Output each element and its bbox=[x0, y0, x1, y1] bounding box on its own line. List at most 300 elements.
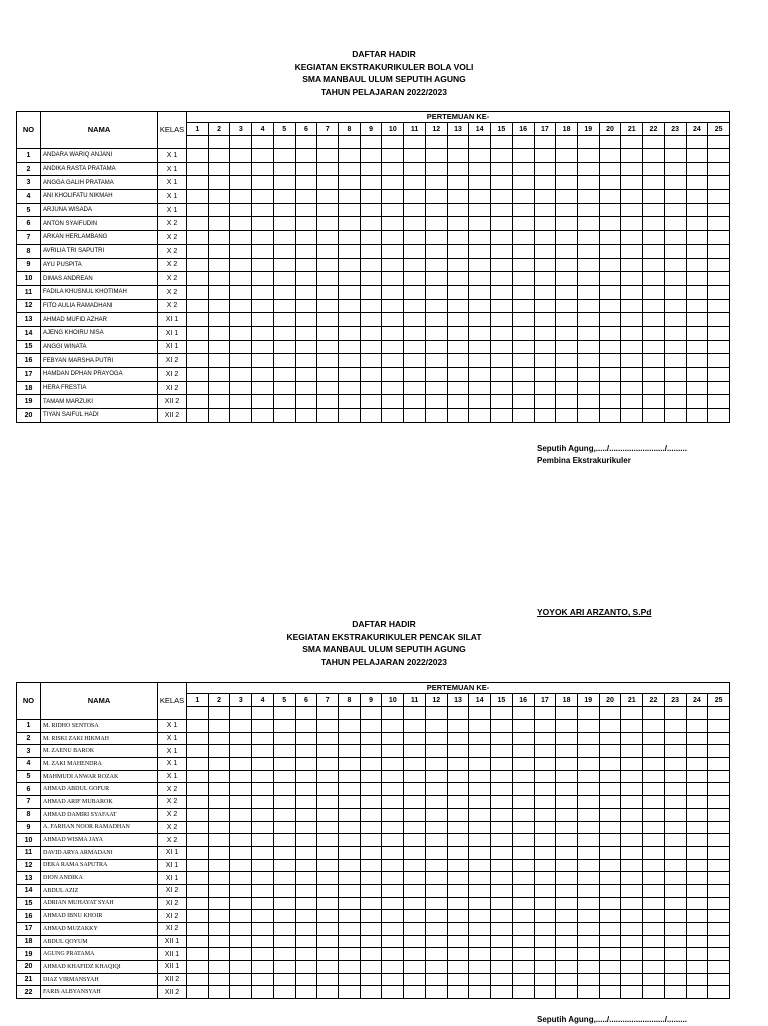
attendance-cell[interactable] bbox=[708, 872, 730, 885]
attendance-cell[interactable] bbox=[534, 859, 556, 872]
attendance-cell[interactable] bbox=[686, 973, 708, 986]
attendance-cell[interactable] bbox=[708, 354, 730, 368]
attendance-cell[interactable] bbox=[273, 758, 295, 771]
attendance-cell[interactable] bbox=[252, 217, 274, 231]
attendance-cell[interactable] bbox=[556, 872, 578, 885]
attendance-cell[interactable] bbox=[491, 872, 513, 885]
attendance-cell[interactable] bbox=[360, 162, 382, 176]
attendance-cell[interactable] bbox=[664, 884, 686, 897]
attendance-cell[interactable] bbox=[425, 846, 447, 859]
attendance-cell[interactable] bbox=[556, 961, 578, 974]
attendance-cell[interactable] bbox=[252, 834, 274, 847]
attendance-cell[interactable] bbox=[295, 821, 317, 834]
attendance-cell[interactable] bbox=[643, 340, 665, 354]
attendance-cell[interactable] bbox=[425, 897, 447, 910]
attendance-cell[interactable] bbox=[512, 770, 534, 783]
attendance-cell[interactable] bbox=[621, 162, 643, 176]
attendance-cell[interactable] bbox=[360, 258, 382, 272]
attendance-cell[interactable] bbox=[382, 745, 404, 758]
attendance-cell[interactable] bbox=[230, 986, 252, 999]
attendance-cell[interactable] bbox=[230, 395, 252, 409]
attendance-cell[interactable] bbox=[295, 872, 317, 885]
attendance-cell[interactable] bbox=[708, 149, 730, 163]
attendance-cell[interactable] bbox=[230, 203, 252, 217]
attendance-cell[interactable] bbox=[664, 783, 686, 796]
attendance-cell[interactable] bbox=[339, 409, 361, 423]
attendance-cell[interactable] bbox=[317, 745, 339, 758]
attendance-cell[interactable] bbox=[577, 313, 599, 327]
attendance-cell[interactable] bbox=[577, 758, 599, 771]
attendance-cell[interactable] bbox=[664, 948, 686, 961]
attendance-cell[interactable] bbox=[469, 381, 491, 395]
attendance-cell[interactable] bbox=[708, 834, 730, 847]
attendance-cell[interactable] bbox=[708, 935, 730, 948]
attendance-cell[interactable] bbox=[686, 340, 708, 354]
attendance-cell[interactable] bbox=[382, 872, 404, 885]
attendance-cell[interactable] bbox=[621, 326, 643, 340]
attendance-cell[interactable] bbox=[599, 986, 621, 999]
attendance-cell[interactable] bbox=[534, 796, 556, 809]
attendance-cell[interactable] bbox=[643, 935, 665, 948]
attendance-cell[interactable] bbox=[621, 745, 643, 758]
attendance-cell[interactable] bbox=[643, 834, 665, 847]
attendance-cell[interactable] bbox=[273, 948, 295, 961]
attendance-cell[interactable] bbox=[556, 745, 578, 758]
attendance-cell[interactable] bbox=[556, 808, 578, 821]
attendance-cell[interactable] bbox=[317, 961, 339, 974]
attendance-cell[interactable] bbox=[273, 395, 295, 409]
attendance-cell[interactable] bbox=[382, 935, 404, 948]
attendance-cell[interactable] bbox=[491, 190, 513, 204]
attendance-cell[interactable] bbox=[295, 368, 317, 382]
attendance-cell[interactable] bbox=[577, 808, 599, 821]
attendance-cell[interactable] bbox=[621, 796, 643, 809]
attendance-cell[interactable] bbox=[534, 846, 556, 859]
attendance-cell[interactable] bbox=[425, 859, 447, 872]
attendance-cell[interactable] bbox=[686, 834, 708, 847]
attendance-cell[interactable] bbox=[534, 783, 556, 796]
attendance-cell[interactable] bbox=[577, 203, 599, 217]
attendance-cell[interactable] bbox=[447, 732, 469, 745]
attendance-cell[interactable] bbox=[404, 395, 426, 409]
attendance-cell[interactable] bbox=[208, 272, 230, 286]
attendance-cell[interactable] bbox=[491, 313, 513, 327]
attendance-cell[interactable] bbox=[469, 808, 491, 821]
attendance-cell[interactable] bbox=[360, 244, 382, 258]
attendance-cell[interactable] bbox=[382, 409, 404, 423]
attendance-cell[interactable] bbox=[664, 923, 686, 936]
attendance-cell[interactable] bbox=[425, 409, 447, 423]
attendance-cell[interactable] bbox=[404, 258, 426, 272]
attendance-cell[interactable] bbox=[686, 203, 708, 217]
attendance-cell[interactable] bbox=[295, 846, 317, 859]
attendance-cell[interactable] bbox=[447, 258, 469, 272]
attendance-cell[interactable] bbox=[643, 326, 665, 340]
attendance-cell[interactable] bbox=[360, 884, 382, 897]
attendance-cell[interactable] bbox=[599, 258, 621, 272]
attendance-cell[interactable] bbox=[621, 783, 643, 796]
attendance-cell[interactable] bbox=[404, 162, 426, 176]
attendance-cell[interactable] bbox=[230, 796, 252, 809]
attendance-cell[interactable] bbox=[599, 162, 621, 176]
attendance-cell[interactable] bbox=[360, 808, 382, 821]
attendance-cell[interactable] bbox=[404, 796, 426, 809]
attendance-cell[interactable] bbox=[577, 783, 599, 796]
attendance-cell[interactable] bbox=[512, 720, 534, 733]
attendance-cell[interactable] bbox=[599, 770, 621, 783]
attendance-cell[interactable] bbox=[599, 745, 621, 758]
attendance-cell[interactable] bbox=[447, 203, 469, 217]
attendance-cell[interactable] bbox=[317, 190, 339, 204]
attendance-cell[interactable] bbox=[339, 340, 361, 354]
attendance-cell[interactable] bbox=[360, 834, 382, 847]
attendance-cell[interactable] bbox=[273, 783, 295, 796]
attendance-cell[interactable] bbox=[252, 162, 274, 176]
attendance-cell[interactable] bbox=[708, 203, 730, 217]
attendance-cell[interactable] bbox=[469, 732, 491, 745]
attendance-cell[interactable] bbox=[599, 783, 621, 796]
attendance-cell[interactable] bbox=[404, 272, 426, 286]
attendance-cell[interactable] bbox=[360, 368, 382, 382]
attendance-cell[interactable] bbox=[556, 948, 578, 961]
attendance-cell[interactable] bbox=[447, 190, 469, 204]
attendance-cell[interactable] bbox=[577, 299, 599, 313]
attendance-cell[interactable] bbox=[295, 176, 317, 190]
attendance-cell[interactable] bbox=[230, 244, 252, 258]
attendance-cell[interactable] bbox=[230, 846, 252, 859]
attendance-cell[interactable] bbox=[491, 859, 513, 872]
attendance-cell[interactable] bbox=[295, 217, 317, 231]
attendance-cell[interactable] bbox=[425, 313, 447, 327]
attendance-cell[interactable] bbox=[404, 897, 426, 910]
attendance-cell[interactable] bbox=[491, 299, 513, 313]
attendance-cell[interactable] bbox=[360, 783, 382, 796]
attendance-cell[interactable] bbox=[534, 770, 556, 783]
attendance-cell[interactable] bbox=[360, 409, 382, 423]
attendance-cell[interactable] bbox=[187, 859, 209, 872]
attendance-cell[interactable] bbox=[208, 935, 230, 948]
attendance-cell[interactable] bbox=[230, 190, 252, 204]
attendance-cell[interactable] bbox=[404, 299, 426, 313]
attendance-cell[interactable] bbox=[252, 244, 274, 258]
attendance-cell[interactable] bbox=[273, 935, 295, 948]
attendance-cell[interactable] bbox=[252, 986, 274, 999]
attendance-cell[interactable] bbox=[187, 897, 209, 910]
attendance-cell[interactable] bbox=[447, 846, 469, 859]
attendance-cell[interactable] bbox=[664, 834, 686, 847]
attendance-cell[interactable] bbox=[447, 745, 469, 758]
attendance-cell[interactable] bbox=[295, 884, 317, 897]
attendance-cell[interactable] bbox=[556, 231, 578, 245]
attendance-cell[interactable] bbox=[208, 381, 230, 395]
attendance-cell[interactable] bbox=[230, 783, 252, 796]
attendance-cell[interactable] bbox=[273, 973, 295, 986]
attendance-cell[interactable] bbox=[556, 821, 578, 834]
attendance-cell[interactable] bbox=[339, 299, 361, 313]
attendance-cell[interactable] bbox=[187, 313, 209, 327]
attendance-cell[interactable] bbox=[252, 770, 274, 783]
attendance-cell[interactable] bbox=[295, 758, 317, 771]
attendance-cell[interactable] bbox=[599, 217, 621, 231]
attendance-cell[interactable] bbox=[317, 796, 339, 809]
attendance-cell[interactable] bbox=[686, 872, 708, 885]
attendance-cell[interactable] bbox=[621, 923, 643, 936]
attendance-cell[interactable] bbox=[339, 961, 361, 974]
attendance-cell[interactable] bbox=[425, 244, 447, 258]
attendance-cell[interactable] bbox=[295, 244, 317, 258]
attendance-cell[interactable] bbox=[317, 272, 339, 286]
attendance-cell[interactable] bbox=[621, 834, 643, 847]
attendance-cell[interactable] bbox=[686, 299, 708, 313]
attendance-cell[interactable] bbox=[447, 149, 469, 163]
attendance-cell[interactable] bbox=[491, 340, 513, 354]
attendance-cell[interactable] bbox=[664, 313, 686, 327]
attendance-cell[interactable] bbox=[556, 258, 578, 272]
attendance-cell[interactable] bbox=[621, 176, 643, 190]
attendance-cell[interactable] bbox=[664, 217, 686, 231]
attendance-cell[interactable] bbox=[425, 923, 447, 936]
attendance-cell[interactable] bbox=[491, 381, 513, 395]
attendance-cell[interactable] bbox=[382, 846, 404, 859]
attendance-cell[interactable] bbox=[708, 732, 730, 745]
attendance-cell[interactable] bbox=[187, 720, 209, 733]
attendance-cell[interactable] bbox=[708, 217, 730, 231]
attendance-cell[interactable] bbox=[230, 313, 252, 327]
attendance-cell[interactable] bbox=[230, 808, 252, 821]
attendance-cell[interactable] bbox=[599, 859, 621, 872]
attendance-cell[interactable] bbox=[230, 368, 252, 382]
attendance-cell[interactable] bbox=[382, 313, 404, 327]
attendance-cell[interactable] bbox=[230, 872, 252, 885]
attendance-cell[interactable] bbox=[686, 821, 708, 834]
attendance-cell[interactable] bbox=[621, 846, 643, 859]
attendance-cell[interactable] bbox=[491, 149, 513, 163]
attendance-cell[interactable] bbox=[295, 897, 317, 910]
attendance-cell[interactable] bbox=[708, 272, 730, 286]
attendance-cell[interactable] bbox=[339, 732, 361, 745]
attendance-cell[interactable] bbox=[317, 409, 339, 423]
attendance-cell[interactable] bbox=[534, 732, 556, 745]
attendance-cell[interactable] bbox=[230, 299, 252, 313]
attendance-cell[interactable] bbox=[208, 217, 230, 231]
attendance-cell[interactable] bbox=[643, 732, 665, 745]
attendance-cell[interactable] bbox=[447, 409, 469, 423]
attendance-cell[interactable] bbox=[339, 872, 361, 885]
attendance-cell[interactable] bbox=[317, 758, 339, 771]
attendance-cell[interactable] bbox=[621, 948, 643, 961]
attendance-cell[interactable] bbox=[382, 732, 404, 745]
attendance-cell[interactable] bbox=[230, 884, 252, 897]
attendance-cell[interactable] bbox=[360, 986, 382, 999]
attendance-cell[interactable] bbox=[230, 149, 252, 163]
attendance-cell[interactable] bbox=[360, 935, 382, 948]
attendance-cell[interactable] bbox=[512, 354, 534, 368]
attendance-cell[interactable] bbox=[621, 340, 643, 354]
attendance-cell[interactable] bbox=[664, 162, 686, 176]
attendance-cell[interactable] bbox=[534, 272, 556, 286]
attendance-cell[interactable] bbox=[512, 796, 534, 809]
attendance-cell[interactable] bbox=[208, 821, 230, 834]
attendance-cell[interactable] bbox=[534, 285, 556, 299]
attendance-cell[interactable] bbox=[621, 354, 643, 368]
attendance-cell[interactable] bbox=[512, 313, 534, 327]
attendance-cell[interactable] bbox=[664, 935, 686, 948]
attendance-cell[interactable] bbox=[556, 176, 578, 190]
attendance-cell[interactable] bbox=[469, 258, 491, 272]
attendance-cell[interactable] bbox=[447, 834, 469, 847]
attendance-cell[interactable] bbox=[556, 859, 578, 872]
attendance-cell[interactable] bbox=[643, 948, 665, 961]
attendance-cell[interactable] bbox=[273, 162, 295, 176]
attendance-cell[interactable] bbox=[621, 368, 643, 382]
attendance-cell[interactable] bbox=[686, 285, 708, 299]
attendance-cell[interactable] bbox=[534, 720, 556, 733]
attendance-cell[interactable] bbox=[577, 846, 599, 859]
attendance-cell[interactable] bbox=[512, 732, 534, 745]
attendance-cell[interactable] bbox=[230, 961, 252, 974]
attendance-cell[interactable] bbox=[621, 244, 643, 258]
attendance-cell[interactable] bbox=[187, 910, 209, 923]
attendance-cell[interactable] bbox=[187, 272, 209, 286]
attendance-cell[interactable] bbox=[599, 395, 621, 409]
attendance-cell[interactable] bbox=[621, 285, 643, 299]
attendance-cell[interactable] bbox=[360, 176, 382, 190]
attendance-cell[interactable] bbox=[512, 395, 534, 409]
attendance-cell[interactable] bbox=[469, 313, 491, 327]
attendance-cell[interactable] bbox=[252, 299, 274, 313]
attendance-cell[interactable] bbox=[295, 190, 317, 204]
attendance-cell[interactable] bbox=[577, 770, 599, 783]
attendance-cell[interactable] bbox=[187, 961, 209, 974]
attendance-cell[interactable] bbox=[621, 897, 643, 910]
attendance-cell[interactable] bbox=[425, 973, 447, 986]
attendance-cell[interactable] bbox=[404, 859, 426, 872]
attendance-cell[interactable] bbox=[599, 808, 621, 821]
attendance-cell[interactable] bbox=[295, 986, 317, 999]
attendance-cell[interactable] bbox=[425, 395, 447, 409]
attendance-cell[interactable] bbox=[621, 758, 643, 771]
attendance-cell[interactable] bbox=[317, 923, 339, 936]
attendance-cell[interactable] bbox=[425, 190, 447, 204]
attendance-cell[interactable] bbox=[447, 872, 469, 885]
attendance-cell[interactable] bbox=[708, 770, 730, 783]
attendance-cell[interactable] bbox=[599, 285, 621, 299]
attendance-cell[interactable] bbox=[317, 720, 339, 733]
attendance-cell[interactable] bbox=[621, 884, 643, 897]
attendance-cell[interactable] bbox=[425, 720, 447, 733]
attendance-cell[interactable] bbox=[273, 884, 295, 897]
attendance-cell[interactable] bbox=[425, 258, 447, 272]
attendance-cell[interactable] bbox=[447, 326, 469, 340]
attendance-cell[interactable] bbox=[187, 732, 209, 745]
attendance-cell[interactable] bbox=[643, 923, 665, 936]
attendance-cell[interactable] bbox=[708, 973, 730, 986]
attendance-cell[interactable] bbox=[273, 897, 295, 910]
attendance-cell[interactable] bbox=[708, 258, 730, 272]
attendance-cell[interactable] bbox=[295, 948, 317, 961]
attendance-cell[interactable] bbox=[404, 720, 426, 733]
attendance-cell[interactable] bbox=[382, 354, 404, 368]
attendance-cell[interactable] bbox=[339, 162, 361, 176]
attendance-cell[interactable] bbox=[708, 821, 730, 834]
attendance-cell[interactable] bbox=[686, 409, 708, 423]
attendance-cell[interactable] bbox=[382, 340, 404, 354]
attendance-cell[interactable] bbox=[643, 203, 665, 217]
attendance-cell[interactable] bbox=[187, 299, 209, 313]
attendance-cell[interactable] bbox=[686, 846, 708, 859]
attendance-cell[interactable] bbox=[577, 872, 599, 885]
attendance-cell[interactable] bbox=[252, 395, 274, 409]
attendance-cell[interactable] bbox=[339, 381, 361, 395]
attendance-cell[interactable] bbox=[404, 808, 426, 821]
attendance-cell[interactable] bbox=[577, 340, 599, 354]
attendance-cell[interactable] bbox=[512, 217, 534, 231]
attendance-cell[interactable] bbox=[382, 203, 404, 217]
attendance-cell[interactable] bbox=[187, 285, 209, 299]
attendance-cell[interactable] bbox=[686, 770, 708, 783]
attendance-cell[interactable] bbox=[621, 986, 643, 999]
attendance-cell[interactable] bbox=[491, 783, 513, 796]
attendance-cell[interactable] bbox=[556, 190, 578, 204]
attendance-cell[interactable] bbox=[339, 923, 361, 936]
attendance-cell[interactable] bbox=[360, 948, 382, 961]
attendance-cell[interactable] bbox=[686, 745, 708, 758]
attendance-cell[interactable] bbox=[643, 961, 665, 974]
attendance-cell[interactable] bbox=[621, 203, 643, 217]
attendance-cell[interactable] bbox=[556, 313, 578, 327]
attendance-cell[interactable] bbox=[317, 948, 339, 961]
attendance-cell[interactable] bbox=[599, 244, 621, 258]
attendance-cell[interactable] bbox=[577, 272, 599, 286]
attendance-cell[interactable] bbox=[577, 231, 599, 245]
attendance-cell[interactable] bbox=[664, 272, 686, 286]
attendance-cell[interactable] bbox=[273, 299, 295, 313]
attendance-cell[interactable] bbox=[708, 783, 730, 796]
attendance-cell[interactable] bbox=[230, 162, 252, 176]
attendance-cell[interactable] bbox=[425, 948, 447, 961]
attendance-cell[interactable] bbox=[708, 745, 730, 758]
attendance-cell[interactable] bbox=[187, 162, 209, 176]
attendance-cell[interactable] bbox=[339, 935, 361, 948]
attendance-cell[interactable] bbox=[534, 745, 556, 758]
attendance-cell[interactable] bbox=[599, 910, 621, 923]
attendance-cell[interactable] bbox=[643, 162, 665, 176]
attendance-cell[interactable] bbox=[708, 244, 730, 258]
attendance-cell[interactable] bbox=[273, 203, 295, 217]
attendance-cell[interactable] bbox=[577, 821, 599, 834]
attendance-cell[interactable] bbox=[534, 217, 556, 231]
attendance-cell[interactable] bbox=[708, 368, 730, 382]
attendance-cell[interactable] bbox=[404, 340, 426, 354]
attendance-cell[interactable] bbox=[643, 884, 665, 897]
attendance-cell[interactable] bbox=[599, 354, 621, 368]
attendance-cell[interactable] bbox=[577, 149, 599, 163]
attendance-cell[interactable] bbox=[360, 149, 382, 163]
attendance-cell[interactable] bbox=[360, 231, 382, 245]
attendance-cell[interactable] bbox=[382, 923, 404, 936]
attendance-cell[interactable] bbox=[187, 217, 209, 231]
attendance-cell[interactable] bbox=[664, 354, 686, 368]
attendance-cell[interactable] bbox=[686, 381, 708, 395]
attendance-cell[interactable] bbox=[447, 859, 469, 872]
attendance-cell[interactable] bbox=[208, 231, 230, 245]
attendance-cell[interactable] bbox=[664, 285, 686, 299]
attendance-cell[interactable] bbox=[534, 409, 556, 423]
attendance-cell[interactable] bbox=[686, 732, 708, 745]
attendance-cell[interactable] bbox=[404, 190, 426, 204]
attendance-cell[interactable] bbox=[252, 258, 274, 272]
attendance-cell[interactable] bbox=[643, 272, 665, 286]
